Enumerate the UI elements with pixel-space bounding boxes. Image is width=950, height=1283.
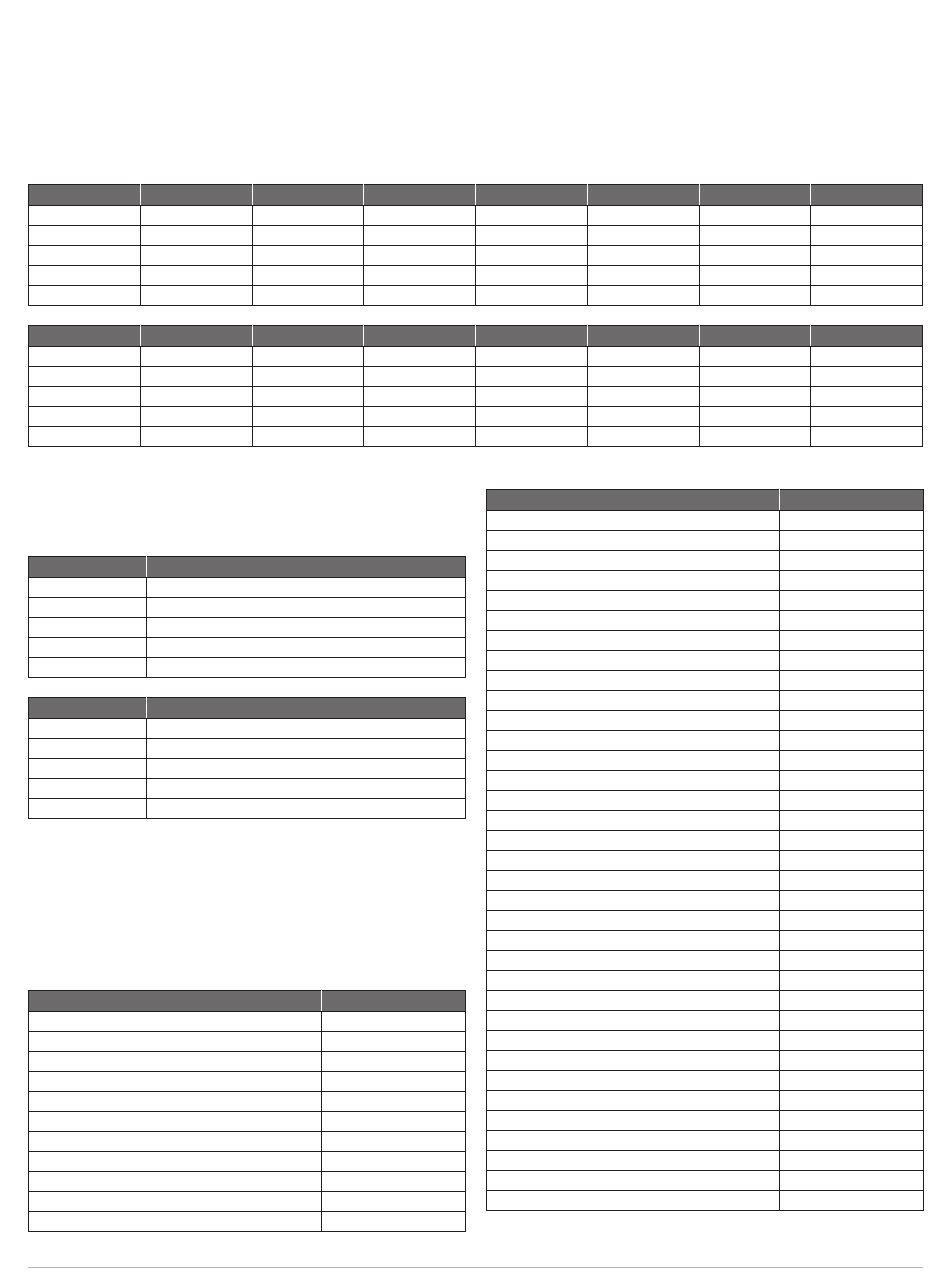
table-cell bbox=[587, 206, 699, 226]
table-cell bbox=[322, 1072, 466, 1092]
table-cell bbox=[699, 407, 811, 427]
table-cell bbox=[322, 1052, 466, 1072]
table-cell bbox=[29, 206, 141, 226]
table-header-cell bbox=[252, 185, 364, 206]
table-cell bbox=[780, 891, 924, 911]
table-cell bbox=[780, 511, 924, 531]
table-cell bbox=[322, 1012, 466, 1032]
table-cell bbox=[487, 571, 780, 591]
table-cell bbox=[487, 1051, 780, 1071]
table-cell bbox=[147, 658, 466, 678]
table-cell bbox=[29, 1032, 322, 1052]
table-row bbox=[29, 367, 923, 387]
table-cell bbox=[699, 367, 811, 387]
table-cell bbox=[476, 226, 588, 246]
table-row bbox=[29, 799, 466, 819]
table-row bbox=[487, 1131, 924, 1151]
table-cell bbox=[487, 1111, 780, 1131]
table-cell bbox=[780, 831, 924, 851]
table-row bbox=[487, 1111, 924, 1131]
table-cell bbox=[29, 618, 147, 638]
table-cell bbox=[780, 871, 924, 891]
table-cell bbox=[487, 1151, 780, 1171]
table-cell bbox=[29, 387, 141, 407]
table-cell bbox=[487, 611, 780, 631]
table-cell bbox=[147, 598, 466, 618]
table-cell bbox=[147, 719, 466, 739]
table-cell bbox=[322, 1092, 466, 1112]
table-cell bbox=[487, 651, 780, 671]
table-row bbox=[487, 1051, 924, 1071]
table-cell bbox=[780, 751, 924, 771]
table-row bbox=[487, 1011, 924, 1031]
table-cell bbox=[252, 286, 364, 306]
table-cell bbox=[811, 367, 923, 387]
table-cell bbox=[29, 407, 141, 427]
table-cell bbox=[487, 511, 780, 531]
table-row bbox=[487, 571, 924, 591]
table-row bbox=[487, 511, 924, 531]
table-header-row bbox=[29, 698, 466, 719]
table-cell bbox=[476, 367, 588, 387]
table-cell bbox=[322, 1172, 466, 1192]
table-cell bbox=[780, 731, 924, 751]
table-row bbox=[29, 347, 923, 367]
table-row bbox=[29, 1032, 466, 1052]
table-cell bbox=[29, 1172, 322, 1192]
table-cell bbox=[780, 1191, 924, 1211]
table-header-cell bbox=[811, 185, 923, 206]
table-cell bbox=[364, 407, 476, 427]
table-header-row bbox=[29, 557, 466, 578]
table-cell bbox=[780, 1171, 924, 1191]
table-cell bbox=[147, 578, 466, 598]
table-row bbox=[487, 1071, 924, 1091]
table-cell bbox=[29, 1112, 322, 1132]
table-row bbox=[29, 1192, 466, 1212]
table-cell bbox=[487, 531, 780, 551]
table-cell bbox=[699, 206, 811, 226]
table-cell bbox=[364, 246, 476, 266]
table-cell bbox=[587, 286, 699, 306]
table-cell bbox=[780, 571, 924, 591]
table-header-cell bbox=[587, 185, 699, 206]
table-row bbox=[29, 286, 923, 306]
table-cell bbox=[29, 1152, 322, 1172]
spec-table-wide-second bbox=[28, 325, 923, 447]
table-header-cell bbox=[140, 185, 252, 206]
table-row bbox=[29, 658, 466, 678]
table-cell bbox=[29, 638, 147, 658]
table-cell bbox=[811, 407, 923, 427]
table-cell bbox=[252, 246, 364, 266]
table-cell bbox=[252, 266, 364, 286]
table-cell bbox=[364, 367, 476, 387]
table-row bbox=[487, 651, 924, 671]
table-cell bbox=[487, 991, 780, 1011]
table-row bbox=[487, 1171, 924, 1191]
table-row bbox=[487, 631, 924, 651]
table-row bbox=[487, 731, 924, 751]
table-cell bbox=[699, 387, 811, 407]
table-cell bbox=[780, 791, 924, 811]
table-cell bbox=[587, 427, 699, 447]
spec-table-left-small-a bbox=[28, 556, 466, 678]
table-header-cell bbox=[780, 490, 924, 511]
table-cell bbox=[780, 951, 924, 971]
table-header-cell bbox=[147, 698, 466, 719]
table-cell bbox=[29, 1072, 322, 1092]
table-cell bbox=[487, 1071, 780, 1091]
table-header-cell bbox=[699, 185, 811, 206]
table-row bbox=[487, 991, 924, 1011]
table-row bbox=[29, 618, 466, 638]
table-cell bbox=[29, 1052, 322, 1072]
table-cell bbox=[699, 226, 811, 246]
table-cell bbox=[587, 226, 699, 246]
table-cell bbox=[487, 891, 780, 911]
table-cell bbox=[699, 286, 811, 306]
table-cell bbox=[487, 1131, 780, 1151]
table-cell bbox=[780, 971, 924, 991]
table-cell bbox=[29, 1132, 322, 1152]
table-cell bbox=[252, 347, 364, 367]
table-cell bbox=[147, 618, 466, 638]
table-header-cell bbox=[29, 991, 322, 1012]
table-cell bbox=[252, 427, 364, 447]
table-cell bbox=[487, 1171, 780, 1191]
table-header-row bbox=[487, 490, 924, 511]
table-row bbox=[29, 407, 923, 427]
table-row bbox=[29, 387, 923, 407]
table-cell bbox=[140, 387, 252, 407]
table-cell bbox=[29, 347, 141, 367]
table-cell bbox=[140, 206, 252, 226]
table-cell bbox=[699, 427, 811, 447]
table-cell bbox=[29, 266, 141, 286]
table-cell bbox=[140, 266, 252, 286]
table-cell bbox=[252, 387, 364, 407]
table-cell bbox=[476, 246, 588, 266]
spec-table-left-small-b bbox=[28, 697, 466, 819]
table-header-row bbox=[29, 326, 923, 347]
table-cell bbox=[364, 286, 476, 306]
table-row bbox=[487, 1191, 924, 1211]
table-cell bbox=[140, 246, 252, 266]
table-header-cell bbox=[476, 326, 588, 347]
table-cell bbox=[487, 911, 780, 931]
table-cell bbox=[364, 206, 476, 226]
table-cell bbox=[29, 367, 141, 387]
table-cell bbox=[780, 531, 924, 551]
spec-table-left-long bbox=[28, 990, 466, 1232]
table-row bbox=[487, 751, 924, 771]
table-cell bbox=[487, 791, 780, 811]
table-cell bbox=[322, 1192, 466, 1212]
table-cell bbox=[140, 407, 252, 427]
table-header-cell bbox=[140, 326, 252, 347]
spec-table-right-long bbox=[486, 489, 924, 1211]
table-cell bbox=[780, 591, 924, 611]
table-cell bbox=[29, 578, 147, 598]
table-cell bbox=[29, 1012, 322, 1032]
table-row bbox=[487, 611, 924, 631]
table-cell bbox=[487, 591, 780, 611]
table-cell bbox=[780, 811, 924, 831]
table-cell bbox=[780, 1071, 924, 1091]
table-cell bbox=[252, 407, 364, 427]
table-row bbox=[487, 971, 924, 991]
table-cell bbox=[322, 1112, 466, 1132]
table-cell bbox=[780, 771, 924, 791]
table-cell bbox=[487, 951, 780, 971]
table-cell bbox=[476, 387, 588, 407]
table-cell bbox=[780, 1051, 924, 1071]
table-cell bbox=[29, 779, 147, 799]
table-cell bbox=[780, 1151, 924, 1171]
table-cell bbox=[811, 286, 923, 306]
table-header-cell bbox=[364, 185, 476, 206]
table-row bbox=[487, 851, 924, 871]
table-header-cell bbox=[29, 185, 141, 206]
table-cell bbox=[780, 1131, 924, 1151]
table-cell bbox=[780, 671, 924, 691]
table-cell bbox=[147, 759, 466, 779]
table-cell bbox=[364, 266, 476, 286]
table-header-cell bbox=[29, 698, 147, 719]
table-cell bbox=[780, 651, 924, 671]
table-header-cell bbox=[29, 326, 141, 347]
table-row bbox=[29, 739, 466, 759]
table-header-row bbox=[29, 185, 923, 206]
table-row bbox=[29, 1212, 466, 1232]
table-row bbox=[487, 771, 924, 791]
table-row bbox=[29, 1092, 466, 1112]
table-cell bbox=[29, 658, 147, 678]
table-cell bbox=[811, 427, 923, 447]
table-cell bbox=[780, 1091, 924, 1111]
table-row bbox=[487, 1091, 924, 1111]
table-cell bbox=[29, 1192, 322, 1212]
table-cell bbox=[322, 1152, 466, 1172]
table-cell bbox=[364, 427, 476, 447]
table-row bbox=[29, 779, 466, 799]
table-cell bbox=[476, 206, 588, 226]
table-cell bbox=[29, 286, 141, 306]
table-cell bbox=[487, 831, 780, 851]
table-cell bbox=[587, 387, 699, 407]
table-cell bbox=[29, 246, 141, 266]
table-cell bbox=[29, 719, 147, 739]
table-cell bbox=[699, 246, 811, 266]
table-cell bbox=[364, 226, 476, 246]
table-cell bbox=[811, 387, 923, 407]
table-cell bbox=[476, 286, 588, 306]
footer-rule bbox=[28, 1267, 923, 1268]
table-cell bbox=[29, 226, 141, 246]
table-cell bbox=[476, 427, 588, 447]
table-cell bbox=[364, 387, 476, 407]
table-row bbox=[487, 691, 924, 711]
table-cell bbox=[140, 347, 252, 367]
table-header-cell bbox=[699, 326, 811, 347]
table-cell bbox=[487, 1031, 780, 1051]
table-header-cell bbox=[322, 991, 466, 1012]
table-row bbox=[29, 1152, 466, 1172]
table-cell bbox=[29, 739, 147, 759]
table-cell bbox=[487, 931, 780, 951]
table-cell bbox=[780, 931, 924, 951]
table-row bbox=[487, 791, 924, 811]
table-cell bbox=[252, 226, 364, 246]
table-cell bbox=[587, 367, 699, 387]
table-cell bbox=[587, 347, 699, 367]
table-header-cell bbox=[587, 326, 699, 347]
table-header-cell bbox=[811, 326, 923, 347]
table-row bbox=[29, 1012, 466, 1032]
table-row bbox=[487, 831, 924, 851]
table-row bbox=[487, 1151, 924, 1171]
table-row bbox=[29, 1072, 466, 1092]
table-row bbox=[29, 1132, 466, 1152]
table-row bbox=[487, 871, 924, 891]
table-row bbox=[29, 266, 923, 286]
table-cell bbox=[364, 347, 476, 367]
table-row bbox=[29, 598, 466, 618]
table-cell bbox=[780, 851, 924, 871]
table-cell bbox=[147, 799, 466, 819]
table-cell bbox=[487, 551, 780, 571]
table-row bbox=[29, 427, 923, 447]
table-row bbox=[487, 671, 924, 691]
table-cell bbox=[252, 367, 364, 387]
table-row bbox=[29, 719, 466, 739]
table-cell bbox=[780, 1011, 924, 1031]
table-cell bbox=[811, 266, 923, 286]
table-cell bbox=[487, 631, 780, 651]
table-cell bbox=[487, 811, 780, 831]
table-row bbox=[29, 1112, 466, 1132]
table-row bbox=[29, 226, 923, 246]
table-cell bbox=[780, 711, 924, 731]
table-cell bbox=[487, 691, 780, 711]
table-cell bbox=[487, 1091, 780, 1111]
table-cell bbox=[487, 711, 780, 731]
table-row bbox=[29, 638, 466, 658]
table-cell bbox=[147, 779, 466, 799]
table-cell bbox=[476, 407, 588, 427]
table-header-cell bbox=[364, 326, 476, 347]
table-cell bbox=[780, 551, 924, 571]
table-row bbox=[487, 931, 924, 951]
table-row bbox=[29, 759, 466, 779]
table-row bbox=[29, 246, 923, 266]
table-row bbox=[29, 1052, 466, 1072]
table-cell bbox=[29, 1092, 322, 1112]
table-cell bbox=[322, 1132, 466, 1152]
table-cell bbox=[322, 1212, 466, 1232]
table-cell bbox=[476, 266, 588, 286]
table-cell bbox=[780, 691, 924, 711]
spec-table-wide-top bbox=[28, 184, 923, 306]
table-cell bbox=[147, 638, 466, 658]
table-row bbox=[29, 206, 923, 226]
table-cell bbox=[699, 266, 811, 286]
table-header-cell bbox=[252, 326, 364, 347]
table-cell bbox=[322, 1032, 466, 1052]
table-cell bbox=[487, 671, 780, 691]
table-cell bbox=[587, 407, 699, 427]
table-cell bbox=[487, 771, 780, 791]
table-cell bbox=[140, 427, 252, 447]
table-cell bbox=[476, 347, 588, 367]
table-header-cell bbox=[476, 185, 588, 206]
table-row bbox=[487, 531, 924, 551]
table-cell bbox=[487, 971, 780, 991]
table-cell bbox=[699, 347, 811, 367]
table-cell bbox=[811, 206, 923, 226]
table-cell bbox=[252, 206, 364, 226]
table-row bbox=[487, 911, 924, 931]
table-row bbox=[487, 1031, 924, 1051]
table-header-cell bbox=[487, 490, 780, 511]
table-header-row bbox=[29, 991, 466, 1012]
table-row bbox=[487, 891, 924, 911]
table-cell bbox=[487, 751, 780, 771]
table-row bbox=[29, 1172, 466, 1192]
table-row bbox=[487, 591, 924, 611]
table-cell bbox=[487, 871, 780, 891]
table-header-cell bbox=[147, 557, 466, 578]
table-cell bbox=[29, 1212, 322, 1232]
table-cell bbox=[147, 739, 466, 759]
table-cell bbox=[487, 851, 780, 871]
table-cell bbox=[29, 598, 147, 618]
table-cell bbox=[780, 1031, 924, 1051]
table-cell bbox=[811, 246, 923, 266]
table-cell bbox=[487, 1011, 780, 1031]
table-cell bbox=[780, 631, 924, 651]
table-cell bbox=[29, 799, 147, 819]
table-cell bbox=[780, 911, 924, 931]
table-cell bbox=[140, 226, 252, 246]
table-cell bbox=[811, 226, 923, 246]
table-cell bbox=[487, 731, 780, 751]
table-cell bbox=[29, 759, 147, 779]
table-cell bbox=[487, 1191, 780, 1211]
table-cell bbox=[811, 347, 923, 367]
table-cell bbox=[587, 246, 699, 266]
table-cell bbox=[140, 286, 252, 306]
table-cell bbox=[140, 367, 252, 387]
table-cell bbox=[780, 1111, 924, 1131]
table-row bbox=[487, 811, 924, 831]
table-header-cell bbox=[29, 557, 147, 578]
table-cell bbox=[780, 611, 924, 631]
table-cell bbox=[780, 991, 924, 1011]
table-cell bbox=[587, 266, 699, 286]
table-cell bbox=[29, 427, 141, 447]
table-row bbox=[487, 551, 924, 571]
table-row bbox=[487, 711, 924, 731]
table-row bbox=[29, 578, 466, 598]
table-row bbox=[487, 951, 924, 971]
